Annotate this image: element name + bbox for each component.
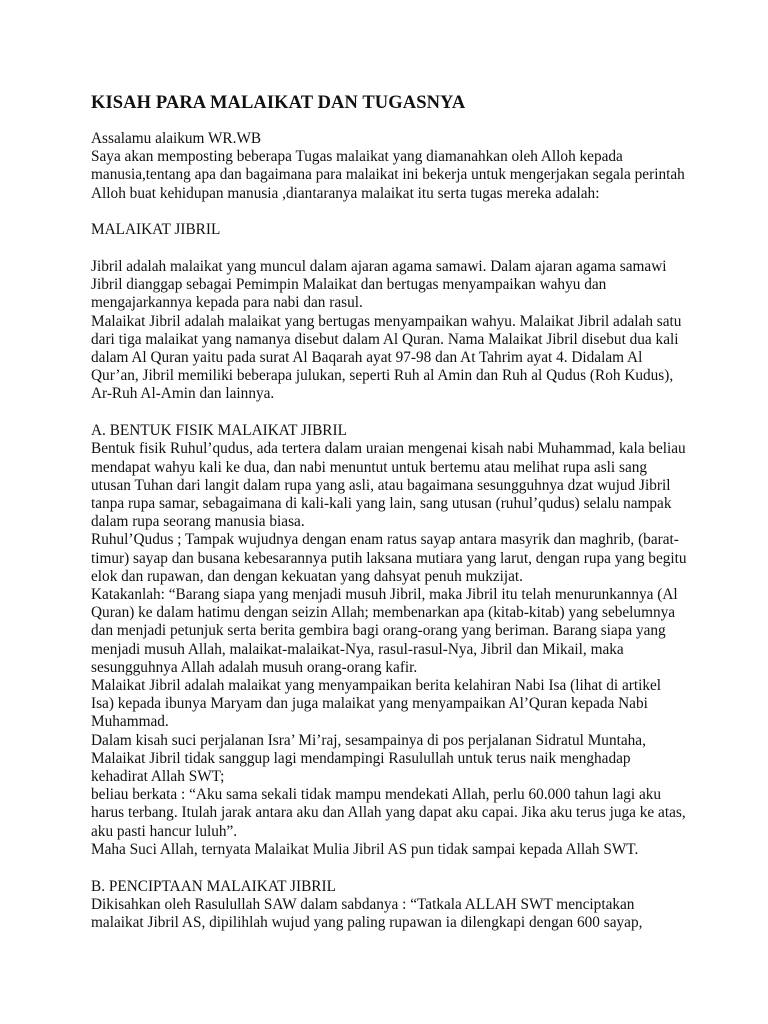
text-line: manusia,tentang apa dan bagaimana para malaikat ini bekerja untuk mengerjakan segala perintah xyxy=(91,166,685,184)
text-line: elok dan rupawan, dan dengan kekuatan yang dahsyat penuh mukzijat. xyxy=(91,567,523,585)
bentuk-fisik-paragraph xyxy=(91,440,691,859)
text-line: aku pasti hancur luluh”. xyxy=(91,822,238,840)
text-line: mendapat wahyu kali ke dua, dan nabi menuntut untuk bertemu atau melihat rupa asli sang xyxy=(91,458,648,476)
section-heading-penciptaan: B. PENCIPTAAN MALAIKAT JIBRIL xyxy=(91,877,336,895)
paragraph-spacer xyxy=(91,203,691,222)
text-line: Saya akan memposting beberapa Tugas malaikat yang diamanahkan oleh Alloh kepada xyxy=(91,148,623,166)
text-line: Isa) kepada ibunya Maryam dan juga malaikat yang menyampaikan Al’Quran kepada Nabi xyxy=(91,695,648,713)
text-line: dalam rupa seorang manusia biasa. xyxy=(91,513,305,531)
text-line: timur) sayap dan busana kebesarannya putih laksana mutiara yang larut, dengan rupa yang begitu xyxy=(91,549,687,567)
paragraph-spacer xyxy=(91,859,691,878)
document-title: KISAH PARA MALAIKAT DAN TUGASNYA xyxy=(91,93,466,113)
text-line: Quran) ke dalam hatimu dengan seizin Allah; membenarkan apa (kitab-kitab) yang sebelumnya xyxy=(91,604,676,622)
text-line: Alloh buat kehidupan manusia ,diantaranya malaikat itu serta tugas mereka adalah: xyxy=(91,184,600,202)
text-line: beliau berkata : “Aku sama sekali tidak mampu mendekati Allah, perlu 60.000 tahun lagi aku xyxy=(91,786,662,804)
intro-paragraph xyxy=(91,130,691,203)
text-line: Ar-Ruh Al-Amin dan lainnya. xyxy=(91,385,275,403)
section-heading-bentuk-fisik: A. BENTUK FISIK MALAIKAT JIBRIL xyxy=(91,422,347,440)
document-body xyxy=(91,91,691,932)
paragraph-spacer xyxy=(91,240,691,259)
text-line: Dikisahkan oleh Rasulullah SAW dalam sabdanya : “Tatkala ALLAH SWT menciptakan xyxy=(91,895,635,913)
text-line: menjadi musuh Allah, malaikat-malaikat-Nya, rasul-rasul-Nya, Jibril dan Mikail, maka xyxy=(91,640,624,658)
text-line: sesungguhnya Allah adalah musuh orang-orang kafir. xyxy=(91,658,418,676)
text-line: kehadirat Allah SWT; xyxy=(91,768,225,785)
penciptaan-paragraph xyxy=(91,896,691,932)
text-line: Bentuk fisik Ruhul’qudus, ada tertera dalam uraian mengenai kisah nabi Muhammad, kala beliau xyxy=(91,440,686,458)
text-line: Malaikat Jibril tidak sanggup lagi mendampingi Rasulullah untuk terus naik menghadap xyxy=(91,749,631,767)
text-line: Assalamu alaikum WR.WB xyxy=(91,130,262,147)
text-line: utusan Tuhan dari langit dalam rupa yang asli, atau bagaimana sesungguhnya dzat wujud Jibril xyxy=(91,476,671,494)
text-line: Malaikat Jibril adalah malaikat yang bertugas menyampaikan wahyu. Malaikat Jibril adalah satu xyxy=(91,312,682,330)
text-line: Maha Suci Allah, ternyata Malaikat Mulia Jibril AS pun tidak sampai kepada Allah SWT. xyxy=(91,840,639,858)
text-line: mengajarkannya kepada para nabi dan rasul. xyxy=(91,294,363,312)
text-line: Katakanlah: “Barang siapa yang menjadi musuh Jibril, maka Jibril itu telah menurunkannya (Al xyxy=(91,585,678,603)
section-heading-jibril: MALAIKAT JIBRIL xyxy=(91,221,221,239)
text-line: dari tiga malaikat yang namanya disebut dalam Al Quran. Nama Malaikat Jibril disebut dua kali xyxy=(91,330,679,348)
text-line: malaikat Jibril AS, dipilihlah wujud yang paling rupawan ia dilengkapi dengan 600 sayap, xyxy=(91,913,643,931)
text-line: tanpa rupa samar, sebagaimana di kali-kali yang lain, sang utusan (ruhul’qudus) selalu nampak xyxy=(91,494,672,512)
text-line: Ruhul’Qudus ; Tampak wujudnya dengan enam ratus sayap antara masyrik dan maghrib, (barat- xyxy=(91,531,679,549)
text-line: Jibril adalah malaikat yang muncul dalam ajaran agama samawi. Dalam ajaran agama samawi xyxy=(91,258,667,276)
jibril-paragraph xyxy=(91,258,691,404)
text-line: Jibril dianggap sebagai Pemimpin Malaikat dan bertugas menyampaikan wahyu dan xyxy=(91,276,607,294)
text-line: Dalam kisah suci perjalanan Isra’ Mi’raj, sesampainya di pos perjalanan Sidratul Muntaha, xyxy=(91,731,646,749)
text-line: dalam Al Quran yaitu pada surat Al Baqarah ayat 97-98 dan At Tahrim ayat 4. Didalam Al xyxy=(91,349,643,367)
paragraph-spacer xyxy=(91,404,691,423)
text-line: Muhammad. xyxy=(91,713,169,731)
text-line: Malaikat Jibril adalah malaikat yang menyampaikan berita kelahiran Nabi Isa (lihat di artikel xyxy=(91,676,662,694)
text-line: Qur’an, Jibril memiliki beberapa julukan, seperti Ruh al Amin dan Ruh al Qudus (Roh Kudus), xyxy=(91,367,674,385)
text-line: harus terbang. Itulah jarak antara aku dan Allah yang dapat aku capai. Jika aku terus juga ke atas, xyxy=(91,804,686,822)
text-line: dan menjadi petunjuk serta berita gembira bagi orang-orang yang beriman. Barang siapa yang xyxy=(91,622,666,640)
